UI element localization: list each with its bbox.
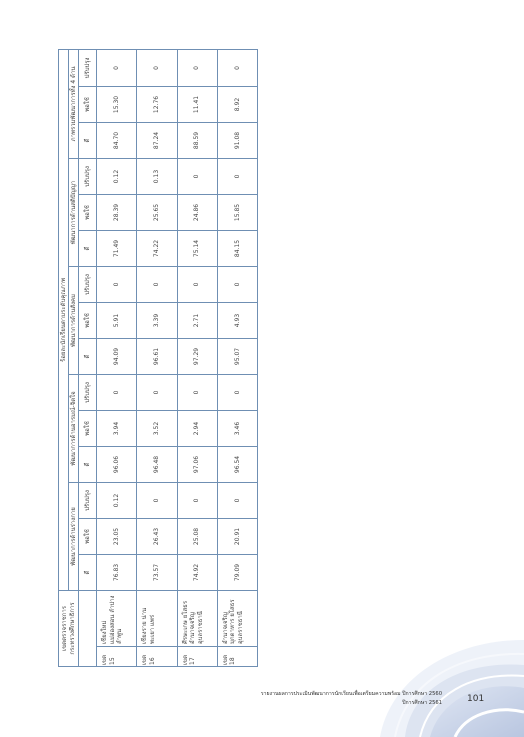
results-table-rotated	[58, 58, 258, 667]
table-cell: 2.71	[177, 303, 217, 339]
table-cell: 11.41	[177, 87, 217, 123]
table-cell: 3.39	[137, 303, 177, 339]
table-cell: 73.57	[137, 555, 177, 591]
table-cell: 94.09	[97, 339, 137, 375]
table-cell: 15.85	[217, 195, 257, 231]
region-provinces: อำนาจเจริญ มุกดาหาร ยโสธร อุบลราชธานี	[217, 591, 257, 647]
table-row	[97, 49, 137, 666]
table-cell: 71.49	[97, 231, 137, 267]
table-cell: 0.12	[97, 483, 137, 519]
table-cell: 97.29	[177, 339, 217, 375]
main-header: ร้อยละนักเรียนตามระดับคุณภาพ	[59, 49, 69, 590]
table-cell: 88.59	[177, 123, 217, 159]
level-improve: ปรับปรุง	[79, 49, 97, 86]
table-cell: 0	[217, 159, 257, 195]
level-improve: ปรับปรุง	[79, 483, 97, 519]
table-cell: 84.70	[97, 123, 137, 159]
table-cell: 0	[217, 49, 257, 86]
table-cell: 0	[217, 483, 257, 519]
level-good: ดี	[79, 231, 97, 267]
level-good: ดี	[79, 555, 97, 591]
area-header-line2: กระทรวงศึกษาธิการ	[68, 602, 76, 655]
table-cell: 0	[177, 159, 217, 195]
table-cell: 0	[217, 375, 257, 411]
report-footer	[172, 690, 442, 708]
footer-line2: ปีการศึกษา 2561	[402, 700, 442, 706]
area-header	[59, 591, 79, 667]
table-cell: 12.76	[137, 87, 177, 123]
table-cell: 2.94	[177, 411, 217, 447]
level-good: ดี	[79, 447, 97, 483]
table-cell: 15.30	[97, 87, 137, 123]
table-cell: 5.91	[97, 303, 137, 339]
table-cell: 0	[177, 49, 217, 86]
level-fair: พอใช้	[79, 195, 97, 231]
table-cell: 23.05	[97, 519, 137, 555]
region-provinces: ศีรษะเกษ ยโสธร อำนาจเจริญ อุบลราชธานี	[177, 591, 217, 647]
table-cell: 0	[137, 483, 177, 519]
table-cell: 0	[137, 49, 177, 86]
table-cell: 20.91	[217, 519, 257, 555]
region-provinces: เชียงใหม่ แม่ฮ่องสอน ลำปาง ลำพูน	[97, 591, 137, 647]
table-cell: 0	[177, 267, 217, 303]
table-cell: 95.07	[217, 339, 257, 375]
region-provinces: เชียงราย น่าน พะเยา แพร่	[137, 591, 177, 647]
table-cell: 0	[217, 267, 257, 303]
results-table	[58, 49, 258, 667]
level-improve: ปรับปรุง	[79, 375, 97, 411]
table-row	[177, 49, 217, 666]
level-improve: ปรับปรุง	[79, 159, 97, 195]
table-cell: 26.43	[137, 519, 177, 555]
table-body	[97, 49, 258, 666]
table-cell: 74.92	[177, 555, 217, 591]
table-cell: 96.61	[137, 339, 177, 375]
table-cell: 0.12	[97, 159, 137, 195]
region-code: เขต 17	[177, 647, 217, 667]
table-cell: 87.24	[137, 123, 177, 159]
table-cell: 24.86	[177, 195, 217, 231]
table-cell: 76.83	[97, 555, 137, 591]
level-fair: พอใช้	[79, 87, 97, 123]
table-cell: 84.15	[217, 231, 257, 267]
level-good: ดี	[79, 123, 97, 159]
table-cell: 96.48	[137, 447, 177, 483]
table-cell: 96.54	[217, 447, 257, 483]
page-number: 101	[467, 694, 485, 704]
table-cell: 3.94	[97, 411, 137, 447]
table-row	[137, 49, 177, 666]
area-header-line1: เขตตรวจราชการ	[61, 606, 69, 651]
table-cell: 0	[137, 375, 177, 411]
table-cell: 0	[137, 267, 177, 303]
table-cell: 25.08	[177, 519, 217, 555]
table-cell: 0	[177, 375, 217, 411]
level-fair: พอใช้	[79, 303, 97, 339]
table-cell: 3.52	[137, 411, 177, 447]
table-cell: 3.46	[217, 411, 257, 447]
group-header-overall: ภาพรวมพัฒนาการทั้ง 4 ด้าน	[69, 49, 79, 158]
table-cell: 28.39	[97, 195, 137, 231]
group-header-social: พัฒนาการด้านสังคม	[69, 267, 79, 375]
table-cell: 0	[97, 49, 137, 86]
group-header-intellectual: พัฒนาการด้านสติปัญญา	[69, 159, 79, 267]
footer-line1: รายงานผลการประเมินพัฒนาการนักเรียนเพื่อเตรียมความพร้อม ปีการศึกษา 2560	[260, 691, 442, 697]
table-cell: 0.13	[137, 159, 177, 195]
table-cell: 97.06	[177, 447, 217, 483]
group-header-physical: พัฒนาการด้านร่างกาย	[69, 483, 79, 591]
table-cell: 4.93	[217, 303, 257, 339]
region-code: เขต 18	[217, 647, 257, 667]
table-cell: 91.08	[217, 123, 257, 159]
table-cell: 25.65	[137, 195, 177, 231]
table-row	[217, 49, 257, 666]
group-header-emotional: พัฒนาการด้านอารมณ์-จิตใจ	[69, 375, 79, 483]
level-fair: พอใช้	[79, 411, 97, 447]
level-fair: พอใช้	[79, 519, 97, 555]
table-cell: 96.06	[97, 447, 137, 483]
table-cell: 0	[97, 267, 137, 303]
table-cell: 0	[97, 375, 137, 411]
table-cell: 8.92	[217, 87, 257, 123]
table-cell: 0	[177, 483, 217, 519]
area-header-blank	[79, 591, 97, 667]
table-cell: 79.09	[217, 555, 257, 591]
region-code: เขต 16	[137, 647, 177, 667]
table-cell: 75.14	[177, 231, 217, 267]
table-cell: 74.22	[137, 231, 177, 267]
region-code: เขต 15	[97, 647, 137, 667]
level-good: ดี	[79, 339, 97, 375]
level-improve: ปรับปรุง	[79, 267, 97, 303]
